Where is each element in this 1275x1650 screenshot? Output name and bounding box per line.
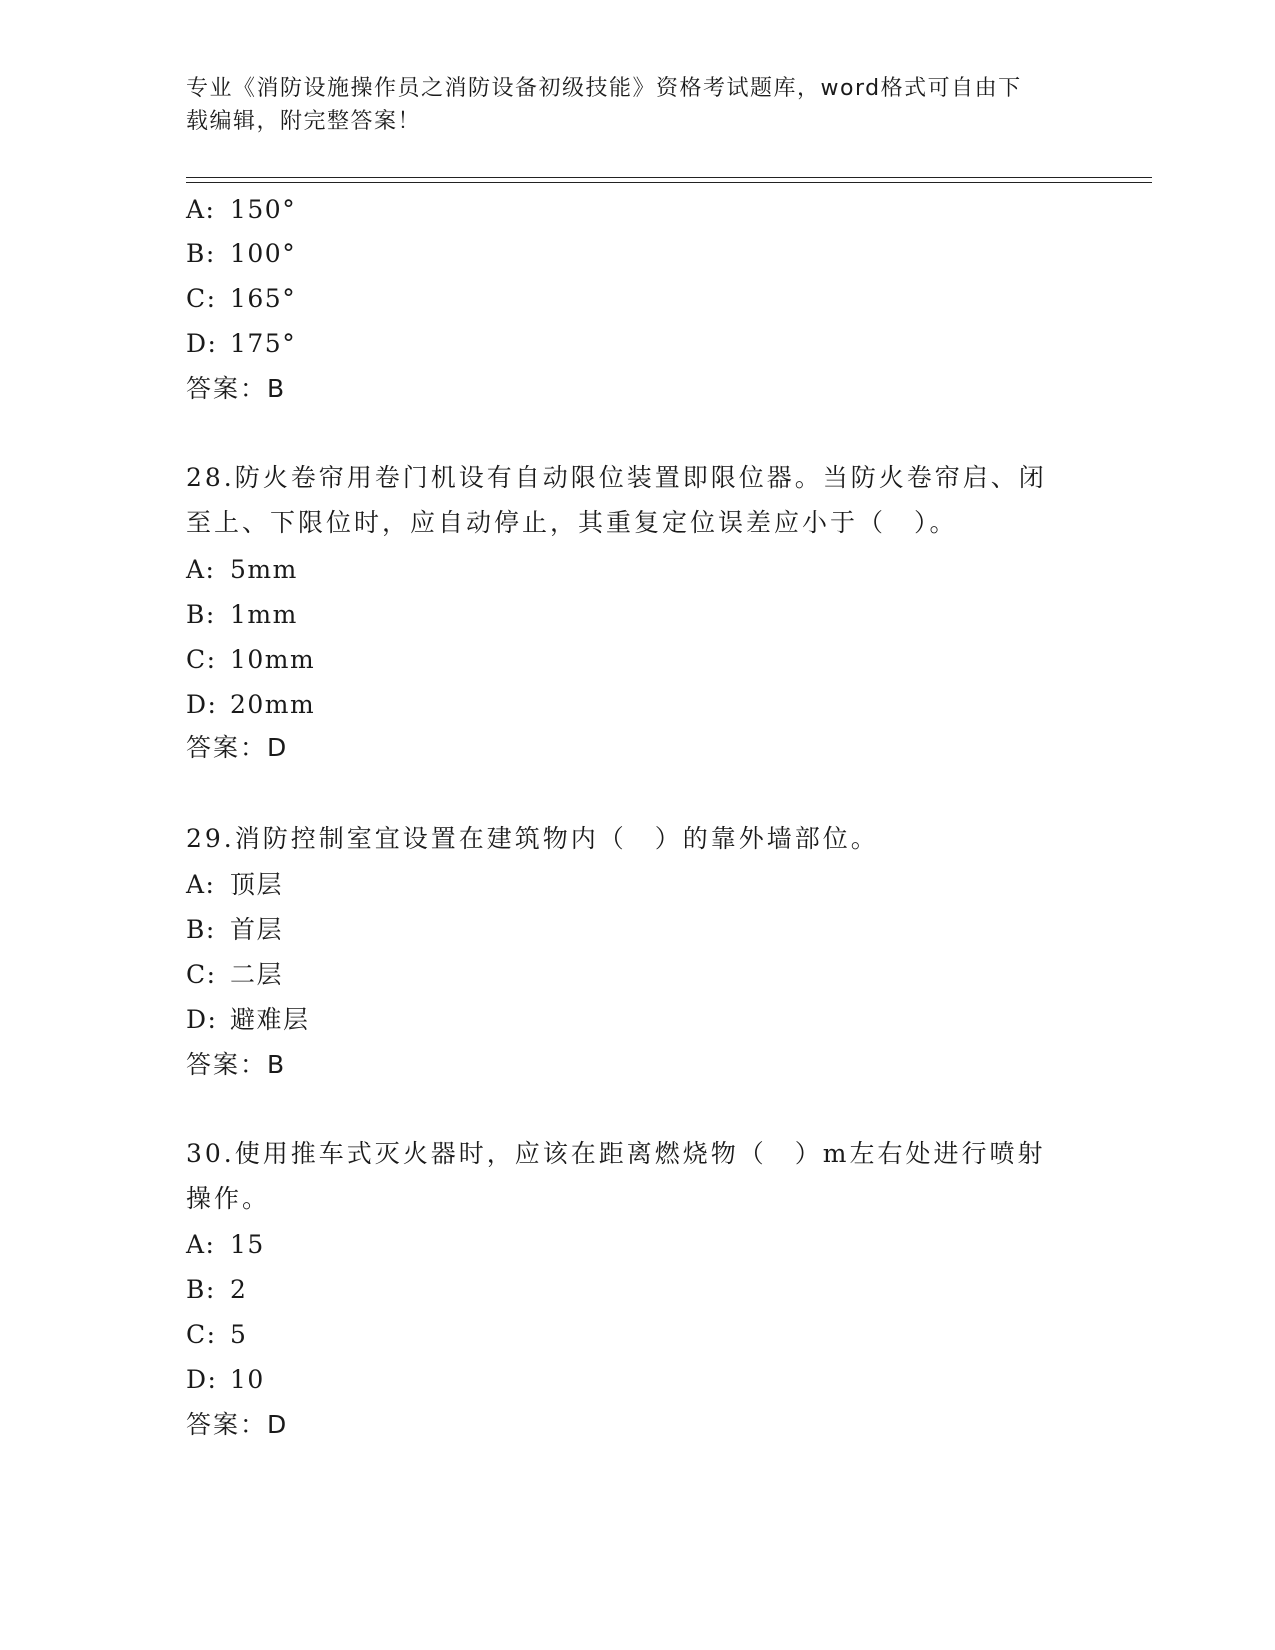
q30-question-text: 30.使用推车式灭火器时，应该在距离燃烧物（ ）m左右处进行喷射操作。 [186,1139,1046,1213]
q29-answer: 答案：B [186,1050,287,1079]
q27-option-b: B: 100° [186,239,297,268]
q28-option-c: C: 10mm [186,645,316,674]
q29-option-c: C: 二层 [186,960,284,989]
q30-answer: 答案：D [186,1410,289,1439]
q30-option-c: C: 5 [186,1320,248,1349]
header-divider-bottom [186,182,1152,183]
q28-question-text: 28.防火卷帘用卷门机设有自动限位装置即限位器。当防火卷帘启、闭至上、下限位时，应自动停止，其重复定位误差应小于（ ）。 [186,463,1047,537]
header-line-1: 专业《消防设施操作员之消防设备初级技能》资格考试题库，word格式可自由下 [186,76,1022,101]
q28-option-b: B: 1mm [186,600,298,629]
q28-option-a: A: 5mm [186,555,298,584]
q29-question-text: 29.消防控制室宜设置在建筑物内（ ）的靠外墙部位。 [186,824,879,853]
q30-option-d: D: 10 [186,1365,265,1394]
q29-option-d: D: 避难层 [186,1005,310,1034]
q29-option-b: B: 首层 [186,915,284,944]
q30-option-a: A: 15 [186,1230,265,1259]
q28-answer: 答案：D [186,733,289,762]
q28-option-d: D: 20mm [186,690,316,719]
q27-option-a: A: 150° [186,195,297,224]
q27-option-d: D: 175° [186,329,297,358]
q29-option-a: A: 顶层 [186,870,284,899]
document-header [186,72,1066,138]
header-divider-top [186,177,1152,178]
q30-option-b: B: 2 [186,1275,248,1304]
q27-option-c: C: 165° [186,284,297,313]
q27-answer: 答案：B [186,374,287,403]
header-line-2: 载编辑，附完整答案！ [186,109,422,134]
